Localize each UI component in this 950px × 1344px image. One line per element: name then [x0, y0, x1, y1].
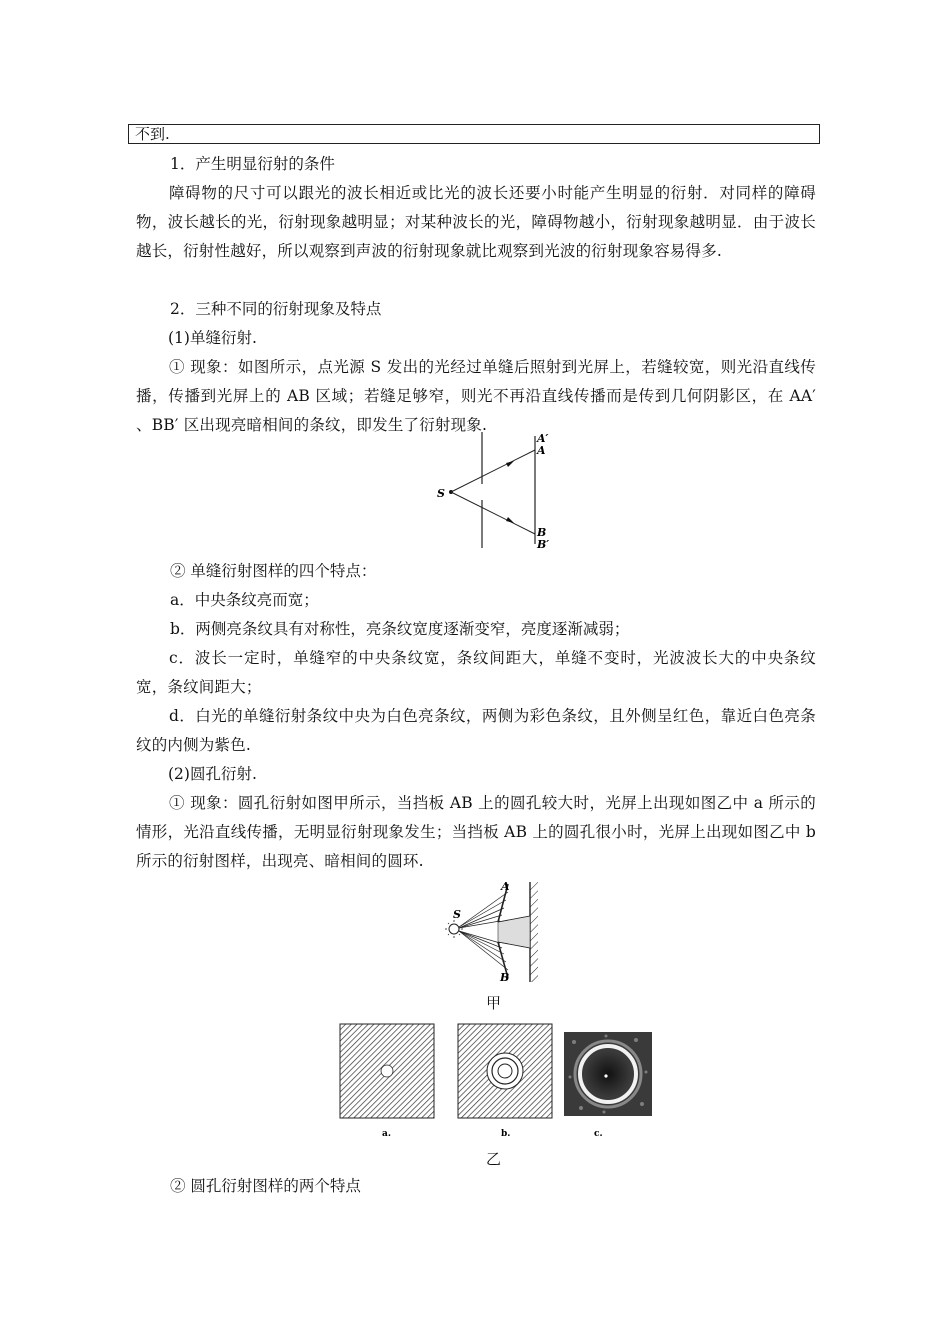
label-b: b. — [501, 1129, 511, 1139]
paragraph-circular-hole: ① 现象：圆孔衍射如图甲所示，当挡板 AB 上的圆孔较大时，光屏上出现如图乙中 a 所示的情形，光沿直线传播，无明显衍射现象发生；当挡板 AB 上的圆孔很小时，光屏上出现如图乙中 b 所示的衍射图样，出现亮、暗相间的圆环. — [136, 794, 816, 870]
heading-features: ② 单缝衍射图样的四个特点： — [170, 562, 377, 580]
paragraph-single-slit: ① 现象：如图所示，点光源 S 发出的光经过单缝后照射到光屏上，若缝较宽，则光沿直线传播，传播到光屏上的 AB 区域；若缝足够窄，则光不再沿直线传播而是传到几何阴影区，在 AA′ 、BB′ 区出现亮暗相间的条纹，即发生了衍射现象. — [136, 358, 816, 434]
label-a: A — [501, 880, 510, 893]
label-b-prime: B′ — [537, 538, 550, 551]
label-a-prime: A′ — [537, 432, 549, 445]
feature-b: b．两侧亮条纹具有对称性，亮条纹宽度逐渐变窄，亮度逐渐减弱； — [170, 620, 630, 638]
feature-a: a．中央条纹亮而宽； — [170, 591, 319, 609]
heading-2: 2．三种不同的衍射现象及特点 — [170, 300, 382, 318]
heading-1: 1．产生明显衍射的条件 — [170, 155, 335, 173]
label-s: S — [437, 487, 445, 500]
label-c: c. — [594, 1129, 603, 1139]
circular-hole-setup-figure — [440, 878, 550, 988]
label-s: S — [453, 908, 461, 921]
top-box: 不到. — [128, 124, 820, 144]
heading-circular-features: ② 圆孔衍射图样的两个特点 — [170, 1177, 361, 1195]
single-slit-figure — [430, 430, 560, 552]
paragraph-1: 障碍物的尺寸可以跟光的波长相近或比光的波长还要小时能产生明显的衍射．对同样的障碍物，波长越长的光，衍射现象越明显；对某种波长的光，障碍物越小，衍射现象越明显．由于波长越长，衍射性越好，所以观察到声波的衍射现象就比观察到光波的衍射现象容易得多. — [136, 184, 816, 260]
feature-d: d．白光的单缝衍射条纹中央为白色亮条纹，两侧为彩色条纹，且外侧呈红色，靠近白色亮条纹的内侧为紫色. — [136, 707, 816, 754]
feature-c: c．波长一定时，单缝窄的中央条纹宽，条纹间距大，单缝不变时，光波波长大的中央条纹宽，条纹间距大； — [136, 649, 816, 696]
figure-jia-caption: 甲 — [486, 994, 502, 1012]
heading-circular-hole: (2)圆孔衍射. — [168, 765, 257, 783]
figure-yi-caption: 乙 — [486, 1150, 502, 1168]
label-a: a. — [382, 1129, 391, 1139]
label-a: A — [537, 444, 546, 457]
diffraction-patterns-figure — [336, 1022, 656, 1144]
label-b: B — [500, 971, 510, 984]
heading-single-slit: (1)单缝衍射. — [168, 329, 257, 347]
label-b: B — [537, 526, 547, 539]
